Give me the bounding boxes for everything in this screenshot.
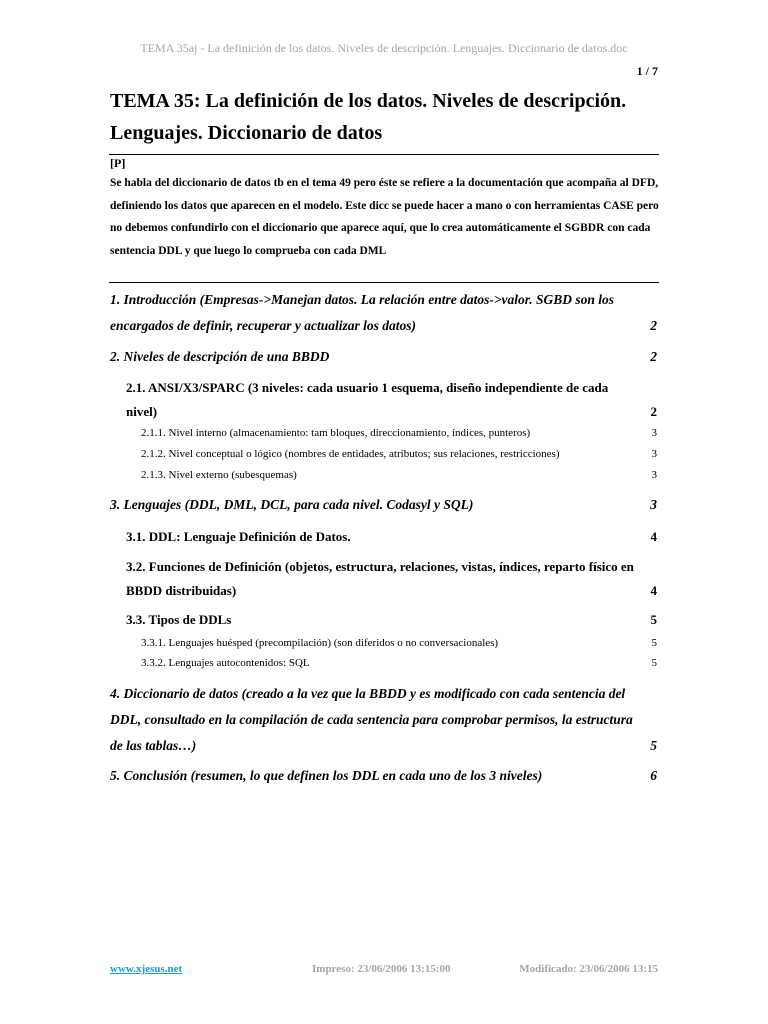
toc-entry[interactable] [126, 555, 657, 602]
intro-paragraph: Se habla del diccionario de datos tb en el tema 49 pero éste se refiere a la documentación que acompaña al DFD, definiendo los datos que aparecen en el modelo. Este dicc se puede hacer a mano o con herramientas CASE pero no debemos confundirlo con el diccionario que aparece aquí, que lo crea automáticamente el SGBDR con cada sentencia DDL y que luego lo comprueba con cada DML [110, 177, 659, 257]
section-tag: [P] [110, 156, 126, 170]
toc-entry[interactable] [126, 525, 657, 549]
toc-entry-page: 3 [651, 427, 657, 439]
toc-entry-page: 5 [651, 657, 657, 669]
toc-entry-text: 3.3.1. Lenguajes huésped (precompilación) (son diferidos o no conversacionales) [141, 637, 499, 649]
page-indicator: 1 / 7 [636, 64, 658, 78]
toc-entry[interactable] [141, 656, 657, 671]
toc-entry[interactable] [141, 447, 657, 462]
toc-entry[interactable] [110, 287, 657, 339]
toc-entry-page: 5 [650, 612, 657, 627]
toc-entry-text: 3.2. Funciones de Definición (objetos, estructura, relaciones, vistas, índices, reparto físico en BBDD distribuidas) [126, 559, 634, 598]
toc-entry-page: 2 [650, 318, 657, 333]
toc-entry[interactable] [126, 376, 657, 423]
toc-entry[interactable] [126, 608, 657, 632]
footer-modified-date: Modificado: 23/06/2006 13:15 [519, 963, 658, 975]
toc-entry-text: 2.1.3. Nivel externo (subesquemas) [141, 469, 297, 481]
toc-entry[interactable] [110, 492, 657, 518]
toc-entry-page: 2 [650, 349, 657, 364]
footer-printed-date: Impreso: 23/06/2006 13:15:00 [312, 963, 451, 975]
toc-entry-page: 2 [650, 403, 657, 419]
toc-entry-text: 1. Introducción (Empresas->Manejan datos. La relación entre datos->valor. SGBD son los encargados de definir, recuperar y actualizar los datos) [110, 292, 615, 333]
toc-entry-text: 2.1. ANSI/X3/SPARC (3 niveles: cada usuario 1 esquema, diseño independiente de cada nivel) [126, 380, 609, 419]
toc-entry-text: 2.1.1. Nivel interno (almacenamiento: tam bloques, direccionamiento, índices, punteros) [141, 427, 531, 439]
toc-entry-text: 2. Niveles de descripción de una BBDD [110, 349, 330, 364]
toc-entry-page: 6 [650, 768, 657, 783]
toc-entry[interactable] [110, 763, 657, 789]
toc-entry-text: 3. Lenguajes (DDL, DML, DCL, para cada nivel. Codasyl y SQL) [110, 497, 474, 512]
toc-entry[interactable] [141, 468, 657, 483]
toc-entry-page: 5 [650, 738, 657, 753]
toc-entry[interactable] [110, 344, 657, 370]
toc-entry-text: 3.3.2. Lenguajes autocontenidos: SQL [141, 657, 310, 669]
toc-entry-text: 5. Conclusión (resumen, lo que definen los DDL en cada uno de los 3 niveles) [110, 768, 543, 783]
toc-entry-page: 3 [650, 497, 657, 512]
toc-entry-text: 3.1. DDL: Lenguaje Definición de Datos. [126, 529, 351, 544]
toc-entry-page: 5 [651, 637, 657, 649]
toc-entry-page: 3 [651, 469, 657, 481]
document-title: TEMA 35: La definición de los datos. Niveles de descripción. Lenguajes. Diccionario de datos [110, 90, 627, 144]
toc-entry[interactable] [110, 681, 657, 759]
toc-entry-page: 4 [650, 529, 657, 544]
footer-website-link[interactable]: www.xjesus.net [110, 963, 183, 975]
title-divider [109, 154, 659, 155]
toc-entry-text: 4. Diccionario de datos (creado a la vez que la BBDD y es modificado con cada sentencia del DDL, consultado en la compilación de cada sentencia para comprobar permisos, la estructura de las tablas…) [110, 686, 633, 753]
toc-entry-text: 2.1.2. Nivel conceptual o lógico (nombres de entidades, atributos; sus relaciones, restricciones) [141, 448, 560, 460]
toc-entry-page: 4 [650, 582, 657, 598]
intro-divider [109, 282, 659, 283]
toc-entry-page: 3 [651, 448, 657, 460]
header-file-name: TEMA 35aj - La definición de los datos. Niveles de descripción. Lenguajes. Diccionario de datos.doc [140, 41, 628, 55]
toc-entry[interactable] [141, 426, 657, 441]
toc-entry-text: 3.3. Tipos de DDLs [126, 612, 232, 627]
toc-entry[interactable] [141, 636, 657, 651]
